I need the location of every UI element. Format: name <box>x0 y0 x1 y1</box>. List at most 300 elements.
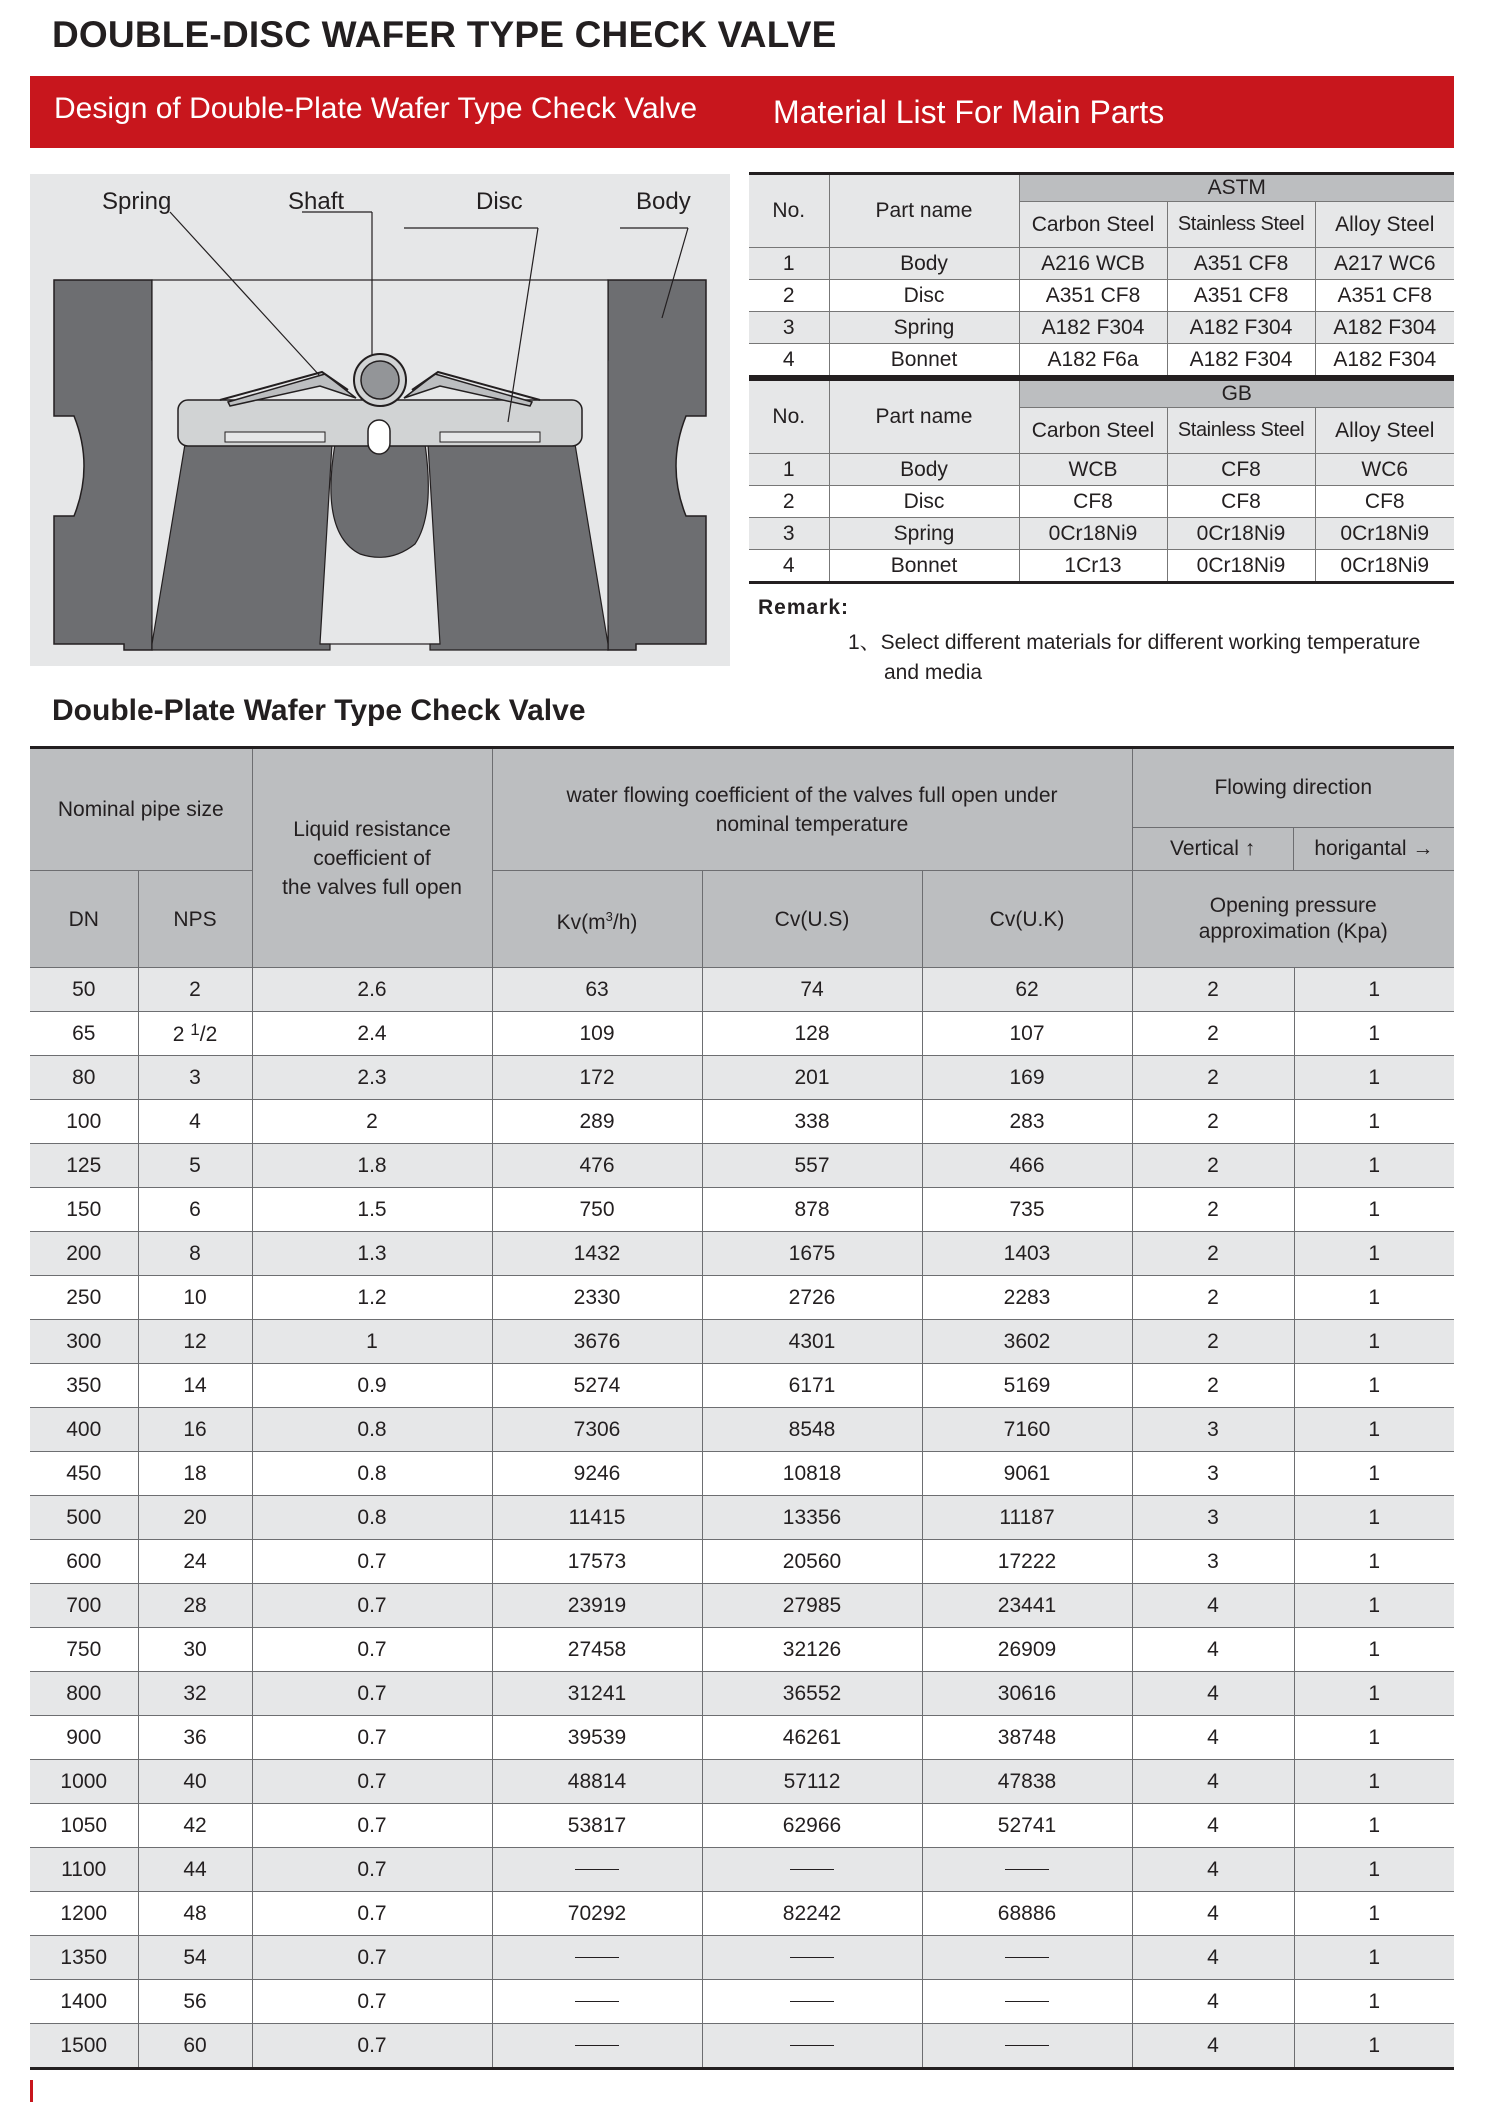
cell-opening-vertical: 4 <box>1132 1672 1294 1716</box>
header-liquid-resistance <box>252 748 492 968</box>
gb-cell-ss: CF8 <box>1167 454 1315 486</box>
not-available-dash <box>1005 1869 1049 1870</box>
cell-opening-vertical: 4 <box>1132 1716 1294 1760</box>
cell-opening-horizontal: 1 <box>1294 1012 1454 1056</box>
cell-cv-uk: 466 <box>922 1144 1132 1188</box>
cell-cv-uk: 26909 <box>922 1628 1132 1672</box>
astm-cell-as: A182 F304 <box>1315 344 1454 377</box>
cell-cv-uk: 107 <box>922 1012 1132 1056</box>
cell-opening-horizontal: 1 <box>1294 1628 1454 1672</box>
nps-fraction-denominator: /2 <box>199 1023 218 1046</box>
cell-cv-uk <box>922 1936 1132 1980</box>
plate-slot-left <box>225 432 325 442</box>
astm-row <box>749 280 1454 312</box>
cell-nps: 16 <box>138 1408 252 1452</box>
not-available-dash <box>1005 2045 1049 2046</box>
gb-cell-no: 1 <box>749 454 829 486</box>
table-row <box>30 1672 1454 1716</box>
cell-opening-horizontal: 1 <box>1294 1584 1454 1628</box>
cell-nps: 48 <box>138 1892 252 1936</box>
cell-opening-horizontal: 1 <box>1294 968 1454 1012</box>
cell-opening-vertical: 2 <box>1132 1012 1294 1056</box>
cell-kv: 63 <box>492 968 702 1012</box>
cell-nps: 4 <box>138 1100 252 1144</box>
table-row <box>30 1188 1454 1232</box>
gb-part-header: Part name <box>829 380 1019 454</box>
cell-opening-horizontal: 1 <box>1294 1980 1454 2024</box>
table-row <box>30 1848 1454 1892</box>
cell-nps: 14 <box>138 1364 252 1408</box>
cell-cv-uk: 9061 <box>922 1452 1132 1496</box>
cell-opening-vertical: 2 <box>1132 1056 1294 1100</box>
gb-cell-ss: 0Cr18Ni9 <box>1167 550 1315 583</box>
material-table-astm <box>749 172 1454 378</box>
cell-kv: 172 <box>492 1056 702 1100</box>
cell-cv-us: 8548 <box>702 1408 922 1452</box>
cell-opening-horizontal: 1 <box>1294 1232 1454 1276</box>
header-water-line-1: water flowing coefficient of the valves full open under <box>566 783 1058 807</box>
cell-kv: 53817 <box>492 1804 702 1848</box>
header-kv-end: /h) <box>612 910 638 934</box>
gb-group-header: GB <box>1019 380 1454 408</box>
astm-no-header: No. <box>749 174 829 248</box>
cell-nps: 6 <box>138 1188 252 1232</box>
cell-dn: 800 <box>30 1672 138 1716</box>
cell-cv-us: 128 <box>702 1012 922 1056</box>
header-kv-text: Kv(m <box>556 910 606 934</box>
cell-cv-uk: 283 <box>922 1100 1132 1144</box>
cell-cv-us: 62966 <box>702 1804 922 1848</box>
cell-liquid-resistance: 0.7 <box>252 1540 492 1584</box>
cell-cv-us: 36552 <box>702 1672 922 1716</box>
cell-opening-vertical: 4 <box>1132 1980 1294 2024</box>
astm-cell-as: A217 WC6 <box>1315 248 1454 280</box>
cell-cv-uk: 3602 <box>922 1320 1132 1364</box>
cell-liquid-resistance: 0.7 <box>252 1672 492 1716</box>
table-row <box>30 1540 1454 1584</box>
astm-col-alloy: Alloy Steel <box>1315 202 1454 248</box>
cell-cv-uk <box>922 1848 1132 1892</box>
cell-dn: 125 <box>30 1144 138 1188</box>
table-row <box>30 1320 1454 1364</box>
cell-opening-horizontal: 1 <box>1294 1276 1454 1320</box>
cell-opening-vertical: 2 <box>1132 1100 1294 1144</box>
cell-opening-horizontal: 1 <box>1294 1364 1454 1408</box>
cell-dn: 750 <box>30 1628 138 1672</box>
astm-cell-no: 3 <box>749 312 829 344</box>
valve-drawing <box>30 174 730 666</box>
not-available-dash <box>1005 1957 1049 1958</box>
cell-liquid-resistance: 2.3 <box>252 1056 492 1100</box>
cell-liquid-resistance: 1.2 <box>252 1276 492 1320</box>
cell-cv-us: 82242 <box>702 1892 922 1936</box>
astm-cell-as: A182 F304 <box>1315 312 1454 344</box>
cell-liquid-resistance: 0.7 <box>252 1760 492 1804</box>
cell-liquid-resistance: 0.7 <box>252 1716 492 1760</box>
table-row <box>30 1452 1454 1496</box>
gb-row <box>749 550 1454 583</box>
cell-liquid-resistance: 0.8 <box>252 1408 492 1452</box>
cell-dn: 900 <box>30 1716 138 1760</box>
cell-cv-us: 27985 <box>702 1584 922 1628</box>
label-disc: Disc <box>476 188 523 215</box>
page-title: DOUBLE-DISC WAFER TYPE CHECK VALVE <box>52 14 837 55</box>
valve-cross-section-diagram <box>30 174 730 666</box>
table-row <box>30 1760 1454 1804</box>
gb-cell-as: 0Cr18Ni9 <box>1315 518 1454 550</box>
header-flowing-direction <box>1132 748 1454 871</box>
cell-liquid-resistance: 1.8 <box>252 1144 492 1188</box>
header-nps: NPS <box>138 871 252 968</box>
cell-opening-vertical: 3 <box>1132 1540 1294 1584</box>
cell-cv-uk: 30616 <box>922 1672 1132 1716</box>
gb-col-carbon: Carbon Steel <box>1019 408 1167 454</box>
cell-opening-vertical: 4 <box>1132 1892 1294 1936</box>
cell-kv: 31241 <box>492 1672 702 1716</box>
cell-dn: 250 <box>30 1276 138 1320</box>
cell-nps: 60 <box>138 2024 252 2069</box>
footer-accent-bar <box>30 2080 33 2102</box>
cell-opening-horizontal: 1 <box>1294 1188 1454 1232</box>
cell-nps: 24 <box>138 1540 252 1584</box>
cell-dn: 100 <box>30 1100 138 1144</box>
cell-opening-vertical: 4 <box>1132 1628 1294 1672</box>
gb-cell-part: Spring <box>829 518 1019 550</box>
cell-dn: 400 <box>30 1408 138 1452</box>
astm-cell-ss: A351 CF8 <box>1167 248 1315 280</box>
header-liquid-line-2: coefficient of <box>313 846 431 870</box>
cell-opening-horizontal: 1 <box>1294 1056 1454 1100</box>
cell-cv-uk: 47838 <box>922 1760 1132 1804</box>
cell-kv: 39539 <box>492 1716 702 1760</box>
astm-cell-ss: A351 CF8 <box>1167 280 1315 312</box>
cell-opening-vertical: 4 <box>1132 1936 1294 1980</box>
cell-liquid-resistance: 0.9 <box>252 1364 492 1408</box>
cell-kv: 23919 <box>492 1584 702 1628</box>
cell-cv-uk: 68886 <box>922 1892 1132 1936</box>
table-row <box>30 1716 1454 1760</box>
remark-title: Remark: <box>758 596 850 619</box>
cell-cv-uk <box>922 2024 1132 2069</box>
section-banner <box>30 76 1454 148</box>
gb-cell-no: 2 <box>749 486 829 518</box>
cell-opening-vertical: 2 <box>1132 968 1294 1012</box>
cell-cv-us: 74 <box>702 968 922 1012</box>
not-available-dash <box>1005 2001 1049 2002</box>
header-kv-sup: 3 <box>605 908 613 924</box>
cell-opening-vertical: 4 <box>1132 1804 1294 1848</box>
not-available-dash <box>790 2001 834 2002</box>
cell-cv-uk: 62 <box>922 968 1132 1012</box>
cell-opening-vertical: 2 <box>1132 1276 1294 1320</box>
cell-kv: 48814 <box>492 1760 702 1804</box>
cell-cv-us: 46261 <box>702 1716 922 1760</box>
cell-kv: 9246 <box>492 1452 702 1496</box>
table-row <box>30 968 1454 1012</box>
cell-liquid-resistance: 2.6 <box>252 968 492 1012</box>
cell-opening-vertical: 4 <box>1132 2024 1294 2069</box>
table-row <box>30 1276 1454 1320</box>
center-post <box>331 444 428 557</box>
gb-cell-ss: 0Cr18Ni9 <box>1167 518 1315 550</box>
cell-cv-us <box>702 2024 922 2069</box>
cell-dn: 50 <box>30 968 138 1012</box>
cell-opening-vertical: 4 <box>1132 1584 1294 1628</box>
cell-opening-horizontal: 1 <box>1294 1144 1454 1188</box>
cell-opening-horizontal: 1 <box>1294 1804 1454 1848</box>
cell-liquid-resistance: 0.8 <box>252 1452 492 1496</box>
cell-opening-vertical: 3 <box>1132 1408 1294 1452</box>
gb-no-header: No. <box>749 380 829 454</box>
not-available-dash <box>790 1869 834 1870</box>
cell-liquid-resistance: 0.7 <box>252 2024 492 2069</box>
cell-dn: 80 <box>30 1056 138 1100</box>
gb-cell-no: 3 <box>749 518 829 550</box>
gb-cell-part: Body <box>829 454 1019 486</box>
cell-dn: 700 <box>30 1584 138 1628</box>
gb-row <box>749 486 1454 518</box>
cell-opening-horizontal: 1 <box>1294 1672 1454 1716</box>
gb-cell-as: WC6 <box>1315 454 1454 486</box>
header-cv-uk: Cv(U.K) <box>922 871 1132 968</box>
cell-opening-vertical: 2 <box>1132 1364 1294 1408</box>
table-row <box>30 1144 1454 1188</box>
banner-design-title: Design of Double-Plate Wafer Type Check Valve <box>54 92 698 125</box>
astm-cell-part: Spring <box>829 312 1019 344</box>
cell-nps: 12 <box>138 1320 252 1364</box>
header-water-coefficient <box>492 748 1132 871</box>
cell-liquid-resistance: 0.7 <box>252 1892 492 1936</box>
cell-cv-us: 878 <box>702 1188 922 1232</box>
gb-row <box>749 518 1454 550</box>
astm-cell-as: A351 CF8 <box>1315 280 1454 312</box>
table-row <box>30 1012 1454 1056</box>
cell-cv-uk: 7160 <box>922 1408 1132 1452</box>
cell-cv-uk: 23441 <box>922 1584 1132 1628</box>
table-row <box>30 1980 1454 2024</box>
cell-kv: 1432 <box>492 1232 702 1276</box>
cell-cv-us: 32126 <box>702 1628 922 1672</box>
cell-dn: 500 <box>30 1496 138 1540</box>
header-cv-us: Cv(U.S) <box>702 871 922 968</box>
table-row <box>30 1232 1454 1276</box>
gb-cell-cs: WCB <box>1019 454 1167 486</box>
plate-slot-right <box>440 432 540 442</box>
gb-col-alloy: Alloy Steel <box>1315 408 1454 454</box>
shaft-slot <box>368 420 390 454</box>
header-liquid-line-1: Liquid resistance <box>293 817 451 841</box>
cell-liquid-resistance: 1 <box>252 1320 492 1364</box>
cell-nps: 8 <box>138 1232 252 1276</box>
cell-kv: 17573 <box>492 1540 702 1584</box>
cell-nps: 2 <box>138 968 252 1012</box>
cell-dn: 1350 <box>30 1936 138 1980</box>
cell-liquid-resistance: 0.7 <box>252 1936 492 1980</box>
cell-cv-uk: 5169 <box>922 1364 1132 1408</box>
header-horizontal: horigantal → <box>1314 837 1434 860</box>
not-available-dash <box>575 2045 619 2046</box>
cell-nps: 42 <box>138 1804 252 1848</box>
cell-kv: 109 <box>492 1012 702 1056</box>
cell-cv-us <box>702 1848 922 1892</box>
cell-cv-us: 6171 <box>702 1364 922 1408</box>
cell-liquid-resistance: 0.8 <box>252 1496 492 1540</box>
not-available-dash <box>790 2045 834 2046</box>
cell-cv-uk: 17222 <box>922 1540 1132 1584</box>
table-row <box>30 1892 1454 1936</box>
cell-dn: 200 <box>30 1232 138 1276</box>
cell-liquid-resistance: 2.4 <box>252 1012 492 1056</box>
cell-opening-vertical: 4 <box>1132 1760 1294 1804</box>
cell-cv-uk: 169 <box>922 1056 1132 1100</box>
cell-opening-vertical: 2 <box>1132 1320 1294 1364</box>
header-opening-pressure <box>1132 871 1454 968</box>
cell-opening-vertical: 2 <box>1132 1144 1294 1188</box>
cell-cv-us: 2726 <box>702 1276 922 1320</box>
cell-liquid-resistance: 0.7 <box>252 1628 492 1672</box>
astm-cell-part: Body <box>829 248 1019 280</box>
cell-kv: 289 <box>492 1100 702 1144</box>
cell-liquid-resistance: 1.5 <box>252 1188 492 1232</box>
nps-fraction-numerator: 1 <box>190 1020 200 1039</box>
astm-cell-ss: A182 F304 <box>1167 312 1315 344</box>
cell-cv-us: 20560 <box>702 1540 922 1584</box>
astm-row <box>749 312 1454 344</box>
header-flow-label: Flowing direction <box>1133 749 1455 828</box>
astm-cell-cs: A216 WCB <box>1019 248 1167 280</box>
remark-line-2: and media <box>884 661 983 684</box>
cell-kv <box>492 1980 702 2024</box>
cell-cv-uk: 1403 <box>922 1232 1132 1276</box>
header-vertical: Vertical ↑ <box>1133 828 1294 870</box>
cell-nps <box>138 1012 252 1056</box>
cell-cv-us: 338 <box>702 1100 922 1144</box>
remark-text <box>848 628 1458 688</box>
cell-dn: 600 <box>30 1540 138 1584</box>
cell-opening-vertical: 2 <box>1132 1232 1294 1276</box>
cell-opening-vertical: 2 <box>1132 1188 1294 1232</box>
cell-nps: 28 <box>138 1584 252 1628</box>
cell-nps: 30 <box>138 1628 252 1672</box>
gb-cell-cs: 1Cr13 <box>1019 550 1167 583</box>
astm-col-stainless: Stainless Steel <box>1167 202 1315 248</box>
cell-cv-us: 57112 <box>702 1760 922 1804</box>
cell-nps: 44 <box>138 1848 252 1892</box>
cell-opening-horizontal: 1 <box>1294 1936 1454 1980</box>
cell-kv: 750 <box>492 1188 702 1232</box>
astm-part-header: Part name <box>829 174 1019 248</box>
gb-cell-cs: CF8 <box>1019 486 1167 518</box>
cell-opening-horizontal: 1 <box>1294 1320 1454 1364</box>
cell-kv <box>492 1848 702 1892</box>
cell-kv <box>492 2024 702 2069</box>
cell-cv-uk: 38748 <box>922 1716 1132 1760</box>
cell-nps: 56 <box>138 1980 252 2024</box>
cell-cv-us: 10818 <box>702 1452 922 1496</box>
cell-kv: 3676 <box>492 1320 702 1364</box>
cell-cv-uk: 2283 <box>922 1276 1132 1320</box>
cell-liquid-resistance: 0.7 <box>252 1584 492 1628</box>
cell-dn: 350 <box>30 1364 138 1408</box>
header-water-line-2: nominal temperature <box>715 812 909 836</box>
astm-cell-no: 2 <box>749 280 829 312</box>
cell-dn: 65 <box>30 1012 138 1056</box>
table-row <box>30 1056 1454 1100</box>
astm-cell-no: 4 <box>749 344 829 377</box>
cell-kv: 27458 <box>492 1628 702 1672</box>
table-row <box>30 1408 1454 1452</box>
header-opening-line-1: Opening pressure <box>1209 894 1377 917</box>
cell-dn: 1000 <box>30 1760 138 1804</box>
cell-dn: 1500 <box>30 2024 138 2069</box>
nps-whole: 2 <box>172 1023 185 1046</box>
section-title: Double-Plate Wafer Type Check Valve <box>52 694 586 727</box>
cell-kv: 476 <box>492 1144 702 1188</box>
cell-opening-horizontal: 1 <box>1294 1496 1454 1540</box>
cell-nps: 3 <box>138 1056 252 1100</box>
cell-kv: 11415 <box>492 1496 702 1540</box>
cell-cv-uk <box>922 1980 1132 2024</box>
table-row <box>30 1496 1454 1540</box>
cell-opening-horizontal: 1 <box>1294 1760 1454 1804</box>
header-kv <box>492 871 702 968</box>
cell-opening-vertical: 3 <box>1132 1496 1294 1540</box>
astm-cell-part: Bonnet <box>829 344 1019 377</box>
cell-opening-horizontal: 1 <box>1294 1848 1454 1892</box>
table-row <box>30 1364 1454 1408</box>
astm-cell-cs: A182 F304 <box>1019 312 1167 344</box>
header-liquid-line-3: the valves full open <box>282 875 462 899</box>
not-available-dash <box>575 1957 619 1958</box>
cell-opening-horizontal: 1 <box>1294 1408 1454 1452</box>
gb-cell-ss: CF8 <box>1167 486 1315 518</box>
label-spring: Spring <box>102 188 172 215</box>
astm-col-carbon: Carbon Steel <box>1019 202 1167 248</box>
cell-dn: 1050 <box>30 1804 138 1848</box>
cell-opening-horizontal: 1 <box>1294 1540 1454 1584</box>
gb-cell-no: 4 <box>749 550 829 583</box>
astm-cell-part: Disc <box>829 280 1019 312</box>
cell-nps: 32 <box>138 1672 252 1716</box>
table-row <box>30 1584 1454 1628</box>
cell-nps: 40 <box>138 1760 252 1804</box>
cell-cv-us: 557 <box>702 1144 922 1188</box>
cell-opening-horizontal: 1 <box>1294 1452 1454 1496</box>
gb-cell-as: 0Cr18Ni9 <box>1315 550 1454 583</box>
not-available-dash <box>790 1957 834 1958</box>
cell-nps: 18 <box>138 1452 252 1496</box>
cell-dn: 1400 <box>30 1980 138 2024</box>
header-opening-line-2: approximation (Kpa) <box>1198 920 1388 943</box>
valve-data-table <box>30 746 1454 2070</box>
cell-kv: 5274 <box>492 1364 702 1408</box>
cell-cv-uk: 52741 <box>922 1804 1132 1848</box>
cell-cv-us: 13356 <box>702 1496 922 1540</box>
astm-group-header: ASTM <box>1019 174 1454 202</box>
cell-opening-vertical: 4 <box>1132 1848 1294 1892</box>
cell-liquid-resistance: 0.7 <box>252 1848 492 1892</box>
astm-cell-cs: A351 CF8 <box>1019 280 1167 312</box>
cell-nps: 36 <box>138 1716 252 1760</box>
gb-cell-part: Disc <box>829 486 1019 518</box>
cell-nps: 10 <box>138 1276 252 1320</box>
label-shaft: Shaft <box>288 188 345 215</box>
cell-cv-uk: 11187 <box>922 1496 1132 1540</box>
cell-opening-horizontal: 1 <box>1294 2024 1454 2069</box>
cell-opening-vertical: 3 <box>1132 1452 1294 1496</box>
cell-kv: 7306 <box>492 1408 702 1452</box>
cell-nps: 20 <box>138 1496 252 1540</box>
